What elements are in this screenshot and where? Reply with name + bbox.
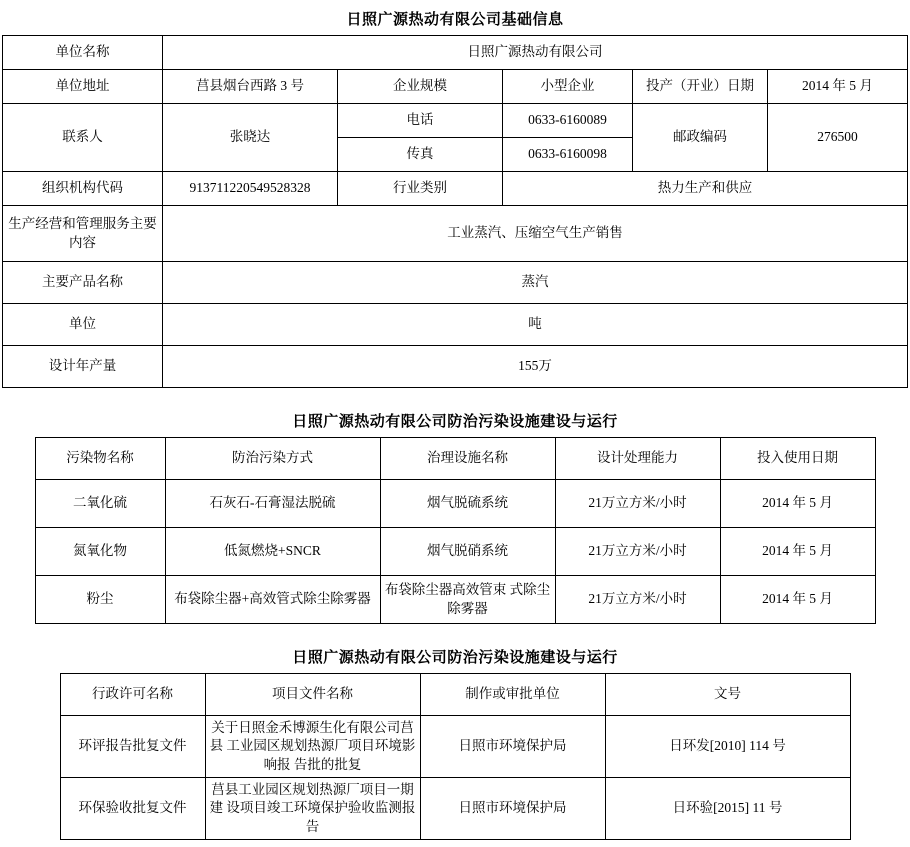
cell-prevention-method: 石灰石-石膏湿法脱硫 (165, 480, 380, 528)
table-row (35, 480, 875, 528)
table-row (60, 716, 850, 778)
table-row (2, 70, 907, 104)
value-production-date: 2014 年 5 月 (767, 70, 907, 104)
section-pollution-facilities (0, 410, 910, 624)
table-row (2, 104, 907, 138)
header-permit-name: 行政许可名称 (60, 674, 205, 716)
label-main-product: 主要产品名称 (2, 262, 162, 304)
table-row (60, 778, 850, 840)
section-title-basic-info: 日照广源热动有限公司基础信息 (346, 11, 564, 28)
label-phone: 电话 (337, 104, 502, 138)
label-unit-name: 单位名称 (2, 36, 162, 70)
header-prevention-method: 防治污染方式 (165, 438, 380, 480)
cell-facility-name: 烟气脱硫系统 (380, 480, 555, 528)
value-main-business: 工业蒸汽、压缩空气生产销售 (162, 206, 907, 262)
cell-permit-name: 环评报告批复文件 (60, 716, 205, 778)
cell-design-capacity: 21万立方米/小时 (555, 480, 720, 528)
cell-pollutant-name: 粉尘 (35, 576, 165, 624)
table-header-row (35, 438, 875, 480)
cell-prevention-method: 布袋除尘器+高效管式除尘除雾器 (165, 576, 380, 624)
label-production-date: 投产（开业）日期 (632, 70, 767, 104)
cell-issuing-authority: 日照市环境保护局 (420, 716, 605, 778)
label-unit-address: 单位地址 (2, 70, 162, 104)
table-row (2, 206, 907, 262)
pollution-facilities-table (35, 437, 876, 624)
header-design-capacity: 设计处理能力 (555, 438, 720, 480)
label-unit: 单位 (2, 304, 162, 346)
table-row (35, 528, 875, 576)
label-design-annual-output: 设计年产量 (2, 346, 162, 388)
cell-in-service-date: 2014 年 5 月 (720, 480, 875, 528)
cell-facility-name: 布袋除尘器高效管束 式除尘除雾器 (380, 576, 555, 624)
value-unit: 吨 (162, 304, 907, 346)
value-phone: 0633-6160089 (502, 104, 632, 138)
label-org-code: 组织机构代码 (2, 172, 162, 206)
cell-prevention-method: 低氮燃烧+SNCR (165, 528, 380, 576)
label-industry-type: 行业类别 (337, 172, 502, 206)
cell-document-number: 日环验[2015] 11 号 (605, 778, 850, 840)
cell-permit-name: 环保验收批复文件 (60, 778, 205, 840)
cell-in-service-date: 2014 年 5 月 (720, 576, 875, 624)
cell-issuing-authority: 日照市环境保护局 (420, 778, 605, 840)
table-row (2, 262, 907, 304)
header-document-number: 文号 (605, 674, 850, 716)
label-enterprise-scale: 企业规模 (337, 70, 502, 104)
table-row (2, 36, 907, 70)
cell-document-number: 日环发[2010] 114 号 (605, 716, 850, 778)
cell-pollutant-name: 二氧化硫 (35, 480, 165, 528)
value-design-annual-output: 155万 (162, 346, 907, 388)
label-fax: 传真 (337, 138, 502, 172)
header-in-service-date: 投入使用日期 (720, 438, 875, 480)
cell-document-name: 莒县工业园区规划热源厂项目一期建 设项目竣工环境保护验收监测报告 (205, 778, 420, 840)
cell-pollutant-name: 氮氧化物 (35, 528, 165, 576)
table-row (35, 576, 875, 624)
permits-table (60, 673, 851, 840)
table-row (2, 346, 907, 388)
cell-facility-name: 烟气脱硝系统 (380, 528, 555, 576)
header-document-name: 项目文件名称 (205, 674, 420, 716)
header-issuing-authority: 制作或审批单位 (420, 674, 605, 716)
cell-design-capacity: 21万立方米/小时 (555, 576, 720, 624)
table-row (2, 172, 907, 206)
table-row (2, 304, 907, 346)
value-enterprise-scale: 小型企业 (502, 70, 632, 104)
value-main-product: 蒸汽 (162, 262, 907, 304)
label-postal-code: 邮政编码 (632, 104, 767, 172)
value-unit-address: 莒县烟台西路 3 号 (162, 70, 337, 104)
cell-in-service-date: 2014 年 5 月 (720, 528, 875, 576)
label-main-business: 生产经营和管理服务主要内容 (2, 206, 162, 262)
basic-info-table (2, 35, 908, 388)
section-title-permits: 日照广源热动有限公司防治污染设施建设与运行 (292, 649, 618, 666)
value-org-code: 913711220549528328 (162, 172, 337, 206)
value-postal-code: 276500 (767, 104, 907, 172)
section-basic-info (0, 8, 910, 388)
value-industry-type: 热力生产和供应 (502, 172, 907, 206)
header-pollutant-name: 污染物名称 (35, 438, 165, 480)
document-page (0, 8, 910, 847)
label-contact-person: 联系人 (2, 104, 162, 172)
section-title-pollution-facilities: 日照广源热动有限公司防治污染设施建设与运行 (292, 413, 618, 430)
value-unit-name: 日照广源热动有限公司 (162, 36, 907, 70)
value-fax: 0633-6160098 (502, 138, 632, 172)
cell-design-capacity: 21万立方米/小时 (555, 528, 720, 576)
table-header-row (60, 674, 850, 716)
value-contact-person: 张晓达 (162, 104, 337, 172)
header-facility-name: 治理设施名称 (380, 438, 555, 480)
cell-document-name: 关于日照金禾博源生化有限公司莒县 工业园区规划热源厂项目环境影响报 告批的批复 (205, 716, 420, 778)
section-permits (0, 646, 910, 840)
